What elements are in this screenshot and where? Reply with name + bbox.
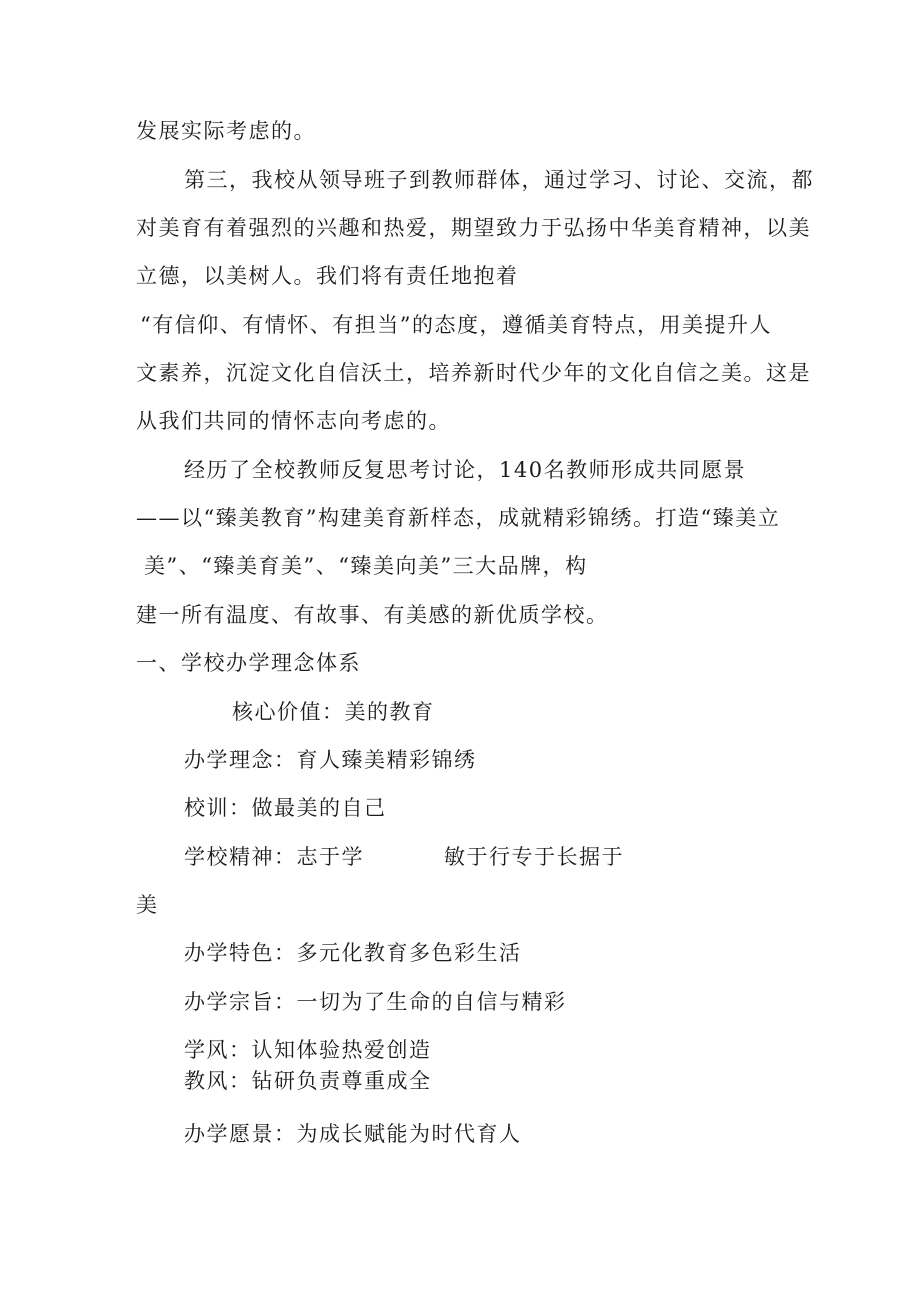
- section-heading: 一、学校办学理念体系: [136, 651, 361, 675]
- purpose-line: 办学宗旨：一切为了生命的自信与精彩: [184, 990, 567, 1014]
- spirit-part-1: 学校精神：志于学: [184, 845, 364, 869]
- vision-line: 办学愿景：为成长赋能为时代育人: [184, 1122, 522, 1146]
- spirit-line: [184, 842, 624, 872]
- paragraph-line: ——以“臻美教育”构建美育新样态，成就精彩锦绣。打造“臻美立: [136, 506, 781, 530]
- core-value-line: 核心价值：美的教育: [232, 700, 435, 724]
- paragraph-line: 立德，以美树人。我们将有责任地抱着: [136, 264, 519, 288]
- paragraph-line: 文素养，沉淀文化自信沃土，培养新时代少年的文化自信之美。这是: [136, 361, 811, 385]
- motto-line: 校训：做最美的自己: [184, 796, 387, 820]
- paragraph-line: 美”、“臻美育美”、“臻美向美”三大品牌，构: [144, 554, 588, 578]
- spirit-part-2: 敏于行专于长据于: [444, 845, 624, 869]
- spirit-line-continued: 美: [136, 893, 159, 917]
- paragraph-line: 发展实际考虑的。: [136, 119, 316, 143]
- study-style-line: 学风：认知体验热爱创造: [184, 1038, 432, 1062]
- feature-line: 办学特色：多元化教育多色彩生活: [184, 941, 522, 965]
- paragraph-line: 从我们共同的情怀志向考虑的。: [136, 409, 451, 433]
- paragraph-line: 对美育有着强烈的兴趣和热爱，期望致力于弘扬中华美育精神，以美: [136, 216, 811, 240]
- paragraph-line: 第三，我校从领导班子到教师群体，通过学习、讨论、交流，都: [184, 168, 814, 192]
- teaching-style-line: 教风：钻研负责尊重成全: [184, 1069, 432, 1093]
- paragraph-line: 建一所有温度、有故事、有美感的新优质学校。: [136, 603, 609, 627]
- philosophy-line: 办学理念：育人臻美精彩锦绣: [184, 748, 477, 772]
- paragraph-line: 经历了全校教师反复思考讨论，140名教师形成共同愿景: [184, 458, 747, 482]
- paragraph-line: “有信仰、有情怀、有担当”的态度，遵循美育特点，用美提升人: [140, 313, 772, 337]
